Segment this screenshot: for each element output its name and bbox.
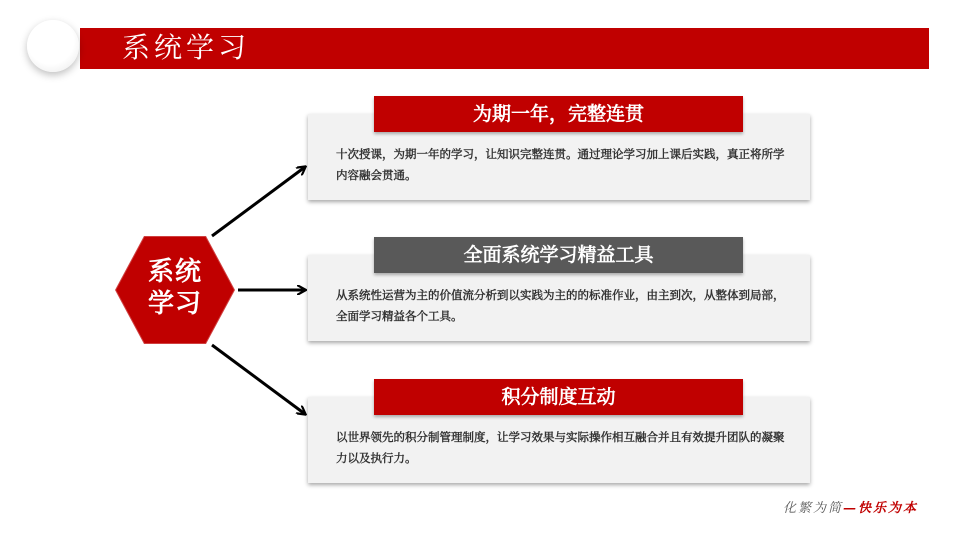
card-2-text: 从系统性运营为主的价值流分析到以实践为主的的标准作业，由主到次，从整体到局部，全面学习精益各个工具。 (336, 288, 785, 323)
center-label-line1: 系统 (147, 257, 202, 287)
decorative-circle (27, 20, 79, 72)
card-1-text: 十次授课，为期一年的学习，让知识完整连贯。通过理论学习加上课后实践，真正将所学内容融会贯通。 (336, 147, 785, 182)
center-label-line2: 学习 (147, 289, 202, 319)
title-bar (80, 28, 929, 69)
footer-slogan-part2: —快乐为本 (842, 501, 918, 516)
card-3-heading: 积分制度互动 (374, 379, 743, 415)
center-label (113, 256, 237, 320)
arrow-down (212, 345, 305, 414)
arrow-up (212, 167, 305, 236)
footer-slogan-part1: 化繁为简 (782, 501, 843, 516)
footer-slogan (783, 497, 918, 516)
page-title: 系统学习 (122, 31, 251, 64)
card-1-heading: 为期一年，完整连贯 (374, 96, 743, 132)
card-2-heading: 全面系统学习精益工具 (374, 237, 743, 273)
card-3-text: 以世界领先的积分制管理制度，让学习效果与实际操作相互融合并且有效提升团队的凝聚力以及执行力。 (336, 430, 785, 465)
